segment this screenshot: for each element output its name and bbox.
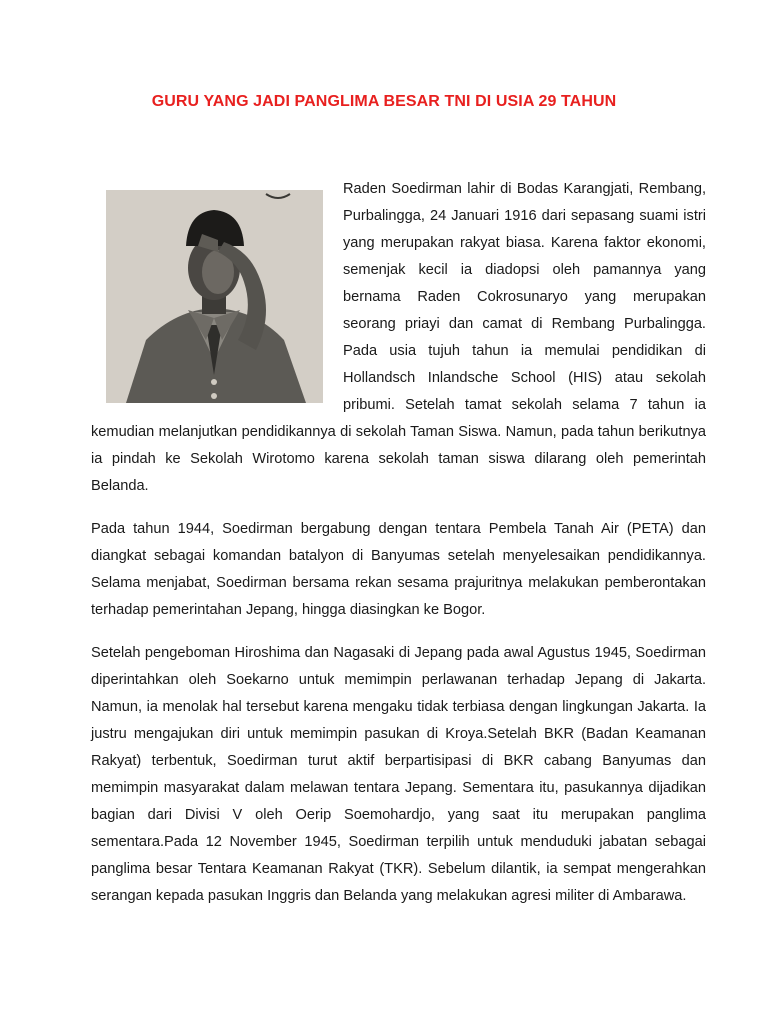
paragraph-2: Pada tahun 1944, Soedirman bergabung dengan tentara Pembela Tanah Air (PETA) dan diangkat sebagai komandan batalyon di Banyumas setelah menyelesaikan pendidikannya. Selama menjabat, Soedirman bersama rekan sesama prajuritnya melakukan pemberontakan terhadap pemerintahan Jepang, hingga diasingkan ke Bogor. (91, 521, 706, 618)
portrait-illustration (106, 190, 323, 403)
document-body (91, 176, 706, 926)
page-title: GURU YANG JADI PANGLIMA BESAR TNI DI USIA 29 TAHUN (151, 93, 617, 110)
paragraph-3: Setelah pengeboman Hiroshima dan Nagasaki di Jepang pada awal Agustus 1945, Soedirman diperintahkan oleh Soekarno untuk memimpin perlawanan terhadap Jepang di Jakarta. Namun, ia menolak hal tersebut karena mengaku tidak terbiasa dengan lingkungan Jakarta. Ia justru mengajukan diri untuk memimpin pasukan di Kroya.Setelah BKR (Badan Keamanan Rakyat) terbentuk, Soedirman turut aktif berpartisipasi di BKR cabang Banyumas dan memimpin masyarakat dalam melawan tentara Jepang. Sementara itu, pasukannya dijadikan bagian dari Divisi V oleh Oerip Soemohardjo, yang saat itu merupakan panglima sementara.Pada 12 November 1945, Soedirman terpilih untuk menduduki jabatan sebagai panglima besar Tentara Keamanan Rakyat (TKR). Sebelum dilantik, ia sempat mengerahkan serangan kepada pasukan Inggris dan Belanda yang melakukan agresi militer di Ambarawa. (91, 645, 706, 904)
paragraph-1: Raden Soedirman lahir di Bodas Karangjati, Rembang, Purbalingga, 24 Januari 1916 dari sepasang suami istri yang merupakan rakyat biasa. Karena faktor ekonomi, semenjak kecil ia diadopsi oleh pamannya yang bernama Raden Cokrosunaryo yang merupakan seorang priayi dan camat di Rembang Purbalingga. Pada usia tujuh tahun ia memulai pendidikan di Hollandsch Inlandsche School (HIS) atau sekolah pribumi. Setelah tamat sekolah selama 7 tahun ia kemudian melanjutkan pendidikannya di sekolah Taman Siswa. Namun, pada tahun berikutnya ia pindah ke Sekolah Wirotomo karena sekolah taman siswa dilarang oleh pemerintah Belanda. (91, 181, 706, 494)
saluting-officer-photo (106, 190, 323, 403)
